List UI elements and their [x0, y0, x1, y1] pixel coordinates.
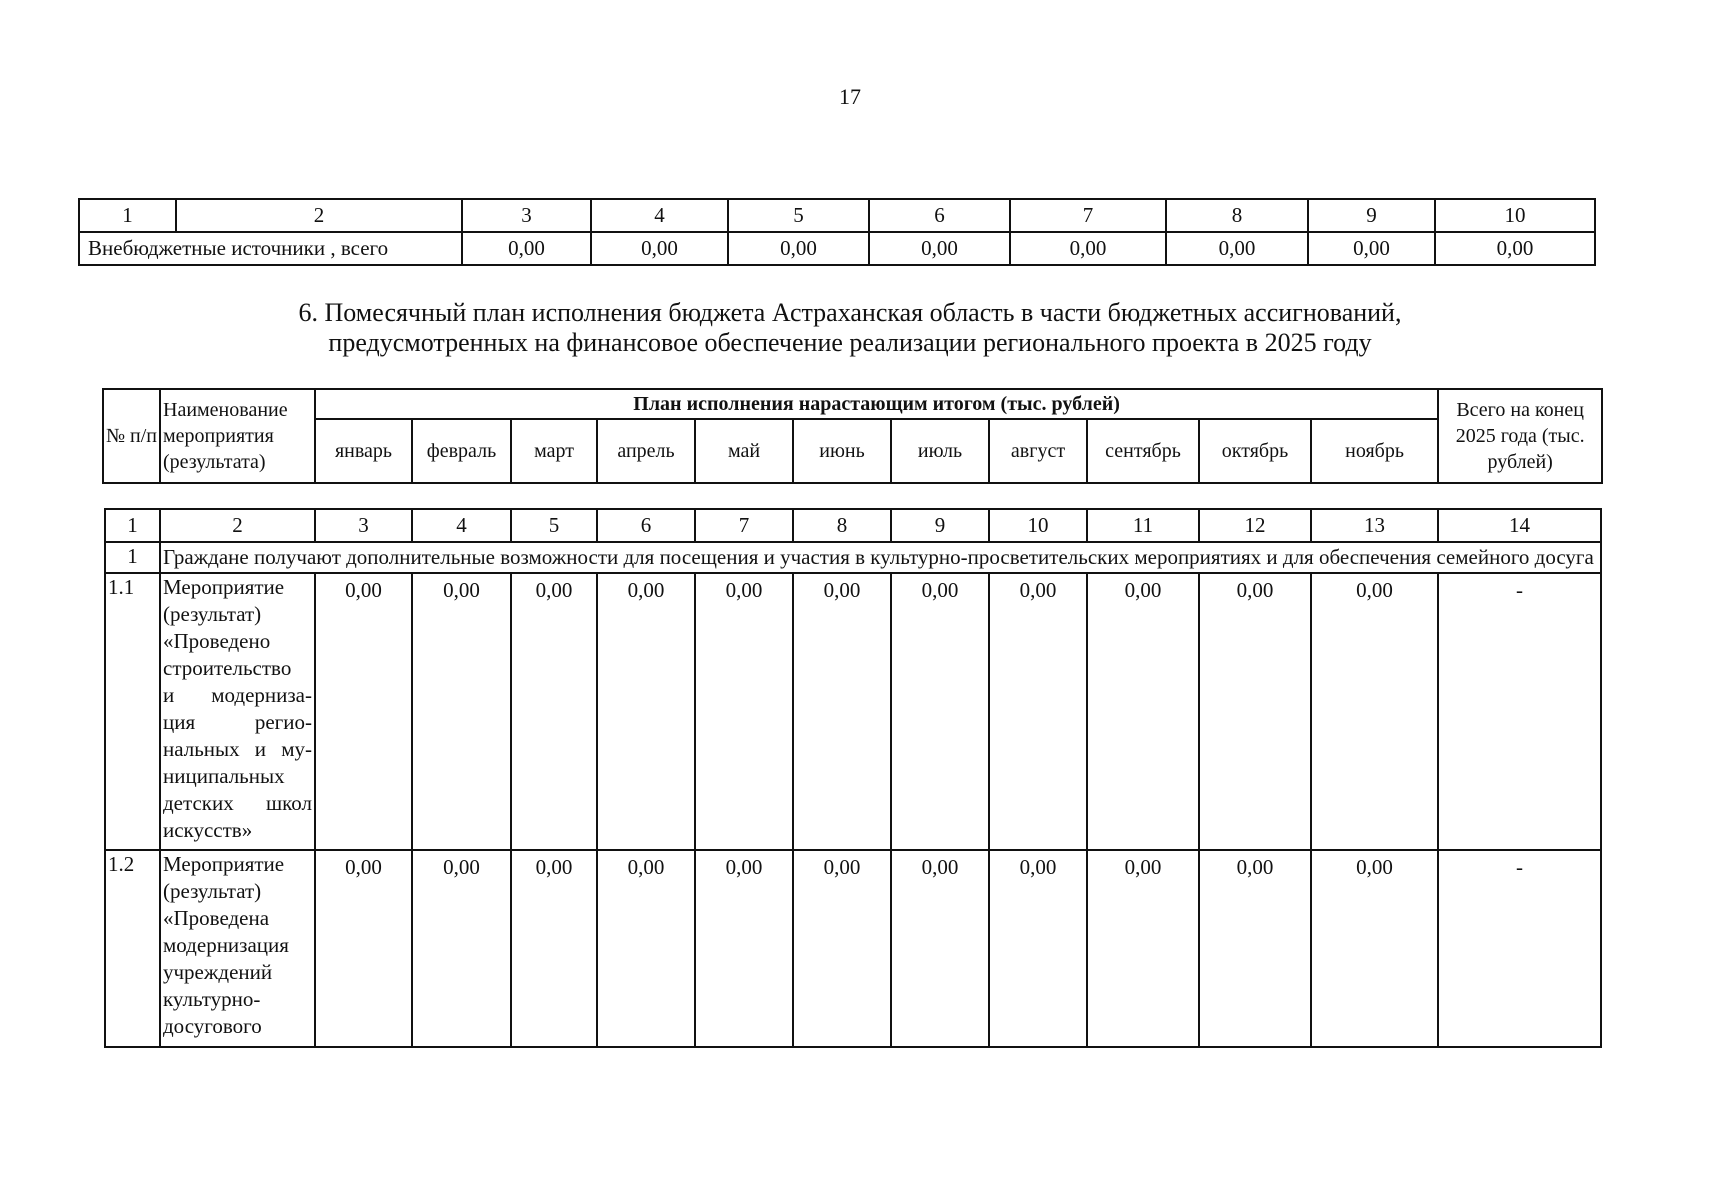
monthly-plan-header-table [102, 388, 1603, 484]
page-number: 17 [839, 84, 861, 109]
section-title [0, 298, 1700, 358]
month-value: 0,00 [1087, 573, 1199, 850]
col-name-header: Наименование мероприятия (результата) [160, 389, 315, 483]
row-name-line: «Проведено [163, 629, 271, 653]
month-header: апрель [597, 419, 695, 483]
month-value: 0,00 [412, 850, 511, 1047]
row-name-line: и модерниза- [163, 683, 312, 707]
column-number: 9 [891, 509, 989, 542]
month-header: ноябрь [1311, 419, 1438, 483]
month-header: июль [891, 419, 989, 483]
month-value: 0,00 [891, 573, 989, 850]
header-row-top [103, 389, 1602, 419]
month-value: 0,00 [315, 850, 412, 1047]
month-value: 0,00 [511, 850, 597, 1047]
column-number: 11 [1087, 509, 1199, 542]
row-name-line: ниципальных [163, 764, 285, 788]
section-row [105, 542, 1601, 573]
table1-col-number: 5 [728, 199, 869, 232]
month-value: 0,00 [1199, 850, 1311, 1047]
row-name-line: (результат) [163, 879, 262, 903]
extrabudgetary-table [78, 198, 1596, 266]
month-header: январь [315, 419, 412, 483]
column-number: 8 [793, 509, 891, 542]
column-number: 2 [160, 509, 315, 542]
table1-value: 0,00 [1010, 232, 1166, 265]
month-header: май [695, 419, 793, 483]
table1-value: 0,00 [1166, 232, 1308, 265]
month-value: 0,00 [511, 573, 597, 850]
table1-col-number: 9 [1308, 199, 1435, 232]
total-value: - [1438, 573, 1601, 850]
month-value: 0,00 [989, 573, 1087, 850]
table1-col-number: 7 [1010, 199, 1166, 232]
month-value: 0,00 [597, 850, 695, 1047]
column-number: 7 [695, 509, 793, 542]
section-title-line: предусмотренных на финансовое обеспечение реализации регионального проекта в 2025 году [328, 328, 1372, 357]
table-row [105, 850, 1601, 1047]
month-header: октябрь [1199, 419, 1311, 483]
row-name-line: ция регио- [163, 710, 312, 734]
month-value: 0,00 [412, 573, 511, 850]
table1-value: 0,00 [591, 232, 728, 265]
month-value: 0,00 [695, 573, 793, 850]
section-text: Граждане получают дополнительные возможности для посещения и участия в культурно-просветительских мероприятиях и для обеспечения семейного досуга [160, 542, 1601, 573]
extrabudgetary-label: Внебюджетные источники , всего [79, 232, 462, 265]
row-index: 1.2 [105, 850, 160, 1047]
month-value: 0,00 [597, 573, 695, 850]
row-name-line: искусств» [163, 818, 253, 842]
row-name-line: строительство [163, 656, 292, 680]
month-header: сентябрь [1087, 419, 1199, 483]
table1-value: 0,00 [1308, 232, 1435, 265]
table1-col-number: 2 [176, 199, 462, 232]
row-name-line: Мероприятие [163, 852, 285, 876]
monthly-plan-table [104, 508, 1602, 1048]
row-name [160, 573, 315, 850]
row-name-line: модернизация [163, 933, 289, 957]
column-number: 5 [511, 509, 597, 542]
month-value: 0,00 [1311, 573, 1438, 850]
month-value: 0,00 [989, 850, 1087, 1047]
column-number: 3 [315, 509, 412, 542]
table1-header-row [79, 199, 1595, 232]
month-value: 0,00 [793, 850, 891, 1047]
section-title-line: 6. Помесячный план исполнения бюджета Астраханская область в части бюджетных ассигнований, [298, 298, 1402, 327]
table1-col-number: 3 [462, 199, 591, 232]
row-name-line: детских школ [163, 791, 312, 815]
column-number: 13 [1311, 509, 1438, 542]
column-number: 12 [1199, 509, 1311, 542]
month-value: 0,00 [793, 573, 891, 850]
row-name-line: досугового [163, 1014, 262, 1038]
column-number: 10 [989, 509, 1087, 542]
row-name-line: Мероприятие [163, 575, 285, 599]
month-header: июнь [793, 419, 891, 483]
table1-col-number: 6 [869, 199, 1010, 232]
table1-col-number: 8 [1166, 199, 1308, 232]
table1-data-row [79, 232, 1595, 265]
table1-value: 0,00 [1435, 232, 1595, 265]
column-number: 6 [597, 509, 695, 542]
row-name [160, 850, 315, 1047]
month-header: август [989, 419, 1087, 483]
month-header: февраль [412, 419, 511, 483]
table1-col-number: 1 [79, 199, 176, 232]
table1-value: 0,00 [869, 232, 1010, 265]
row-name-line: учреждений [163, 960, 273, 984]
row-index: 1.1 [105, 573, 160, 850]
total-header: Всего на конец 2025 года (тыс. рублей) [1438, 389, 1602, 483]
column-number: 14 [1438, 509, 1601, 542]
table1-col-number: 4 [591, 199, 728, 232]
month-value: 0,00 [891, 850, 989, 1047]
column-number: 1 [105, 509, 160, 542]
row-name-line: культурно- [163, 987, 261, 1011]
table-row [105, 573, 1601, 850]
column-number: 4 [412, 509, 511, 542]
plan-header: План исполнения нарастающим итогом (тыс. рублей) [315, 389, 1438, 419]
column-numbers-row [105, 509, 1601, 542]
header-row-months [103, 419, 1602, 483]
row-name-line: «Проведена [163, 906, 270, 930]
col-number-header: № п/п [103, 389, 160, 483]
month-value: 0,00 [1199, 573, 1311, 850]
total-value: - [1438, 850, 1601, 1047]
table1-value: 0,00 [728, 232, 869, 265]
section-number: 1 [105, 542, 160, 573]
table1-value: 0,00 [462, 232, 591, 265]
month-value: 0,00 [315, 573, 412, 850]
month-value: 0,00 [695, 850, 793, 1047]
row-name-line: (результат) [163, 602, 262, 626]
month-header: март [511, 419, 597, 483]
row-name-line: нальных и му- [163, 737, 312, 761]
table1-col-number: 10 [1435, 199, 1595, 232]
month-value: 0,00 [1087, 850, 1199, 1047]
month-value: 0,00 [1311, 850, 1438, 1047]
